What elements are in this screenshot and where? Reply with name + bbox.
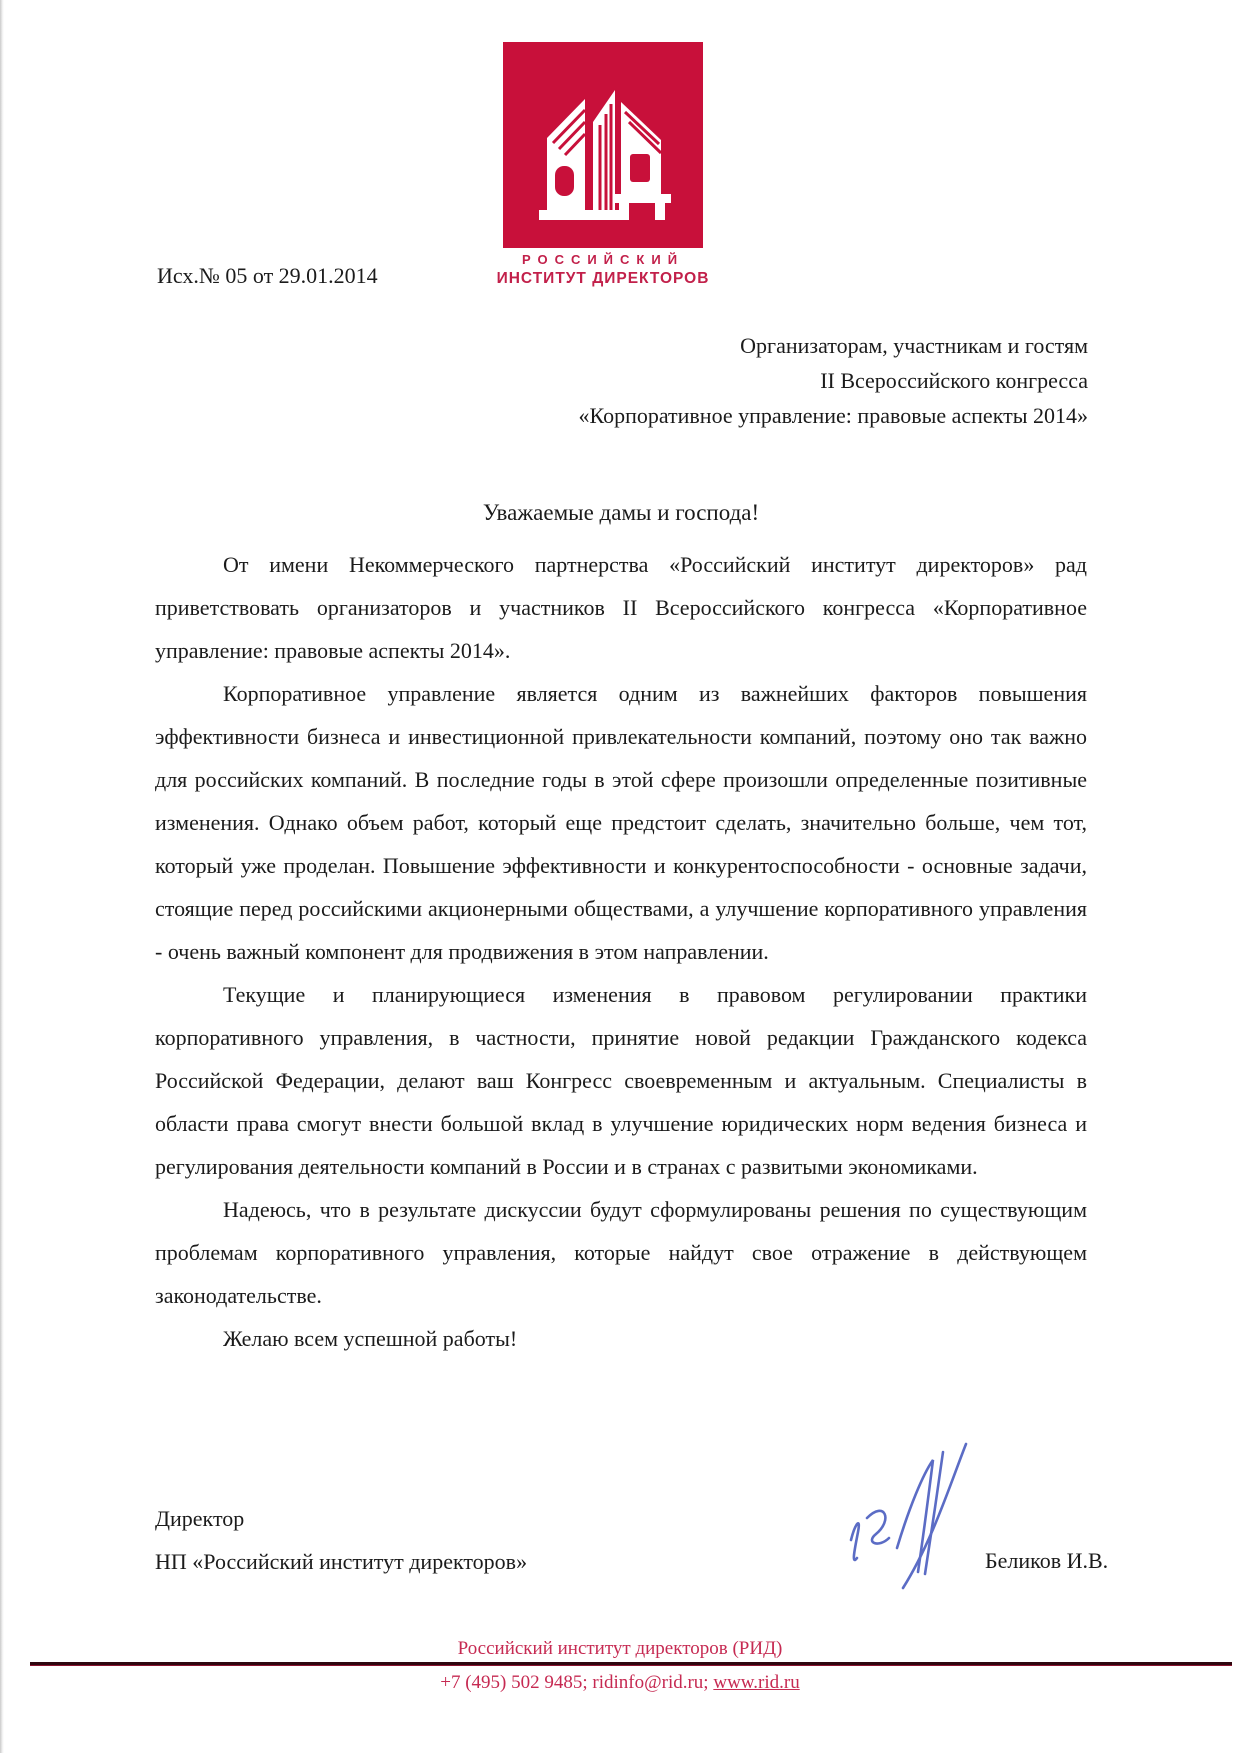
signer-title-line-1: Директор xyxy=(155,1506,245,1531)
footer-contacts-line xyxy=(0,1672,1240,1694)
scan-edge-artifact xyxy=(0,0,4,1753)
addressee-line-1: Организаторам, участникам и гостям xyxy=(740,333,1088,358)
rid-logo xyxy=(463,42,743,288)
footer-website-link[interactable]: www.rid.ru xyxy=(713,1672,800,1693)
footer-organization-line: Российский институт директоров (РИД) xyxy=(457,1638,783,1659)
paragraph-wishes: Желаю всем успешной работы! xyxy=(223,1326,518,1351)
signer-title-block xyxy=(155,1497,527,1583)
outgoing-reference-line: Исх.№ 05 от 29.01.2014 xyxy=(157,263,378,288)
paragraph-corporate-governance: Корпоративное управление является одним из важнейших факторов повышения эффективности бизнеса и инвестиционной привлекательности компаний, поэтому оно так важно для российских компаний. В последние годы в этой сфере произошли определенные позитивные изменения. Однако объем работ, который еще предстоит сделать, значительно больше, чем тот, который уже проделан. Повышение эффективности и конкурентоспособности - основные задачи, стоящие перед российскими акционерными обществами, а улучшение корпоративного управления - очень важный компонент для продвижения в этом направлении. xyxy=(155,681,1087,964)
footer-phone-and-email: +7 (495) 502 9485; ridinfo@rid.ru; xyxy=(440,1672,714,1693)
letter-body xyxy=(155,543,1087,1360)
addressee-block xyxy=(388,328,1088,433)
signer-title-line-2: НП «Российский институт директоров» xyxy=(155,1549,528,1574)
paragraph-greeting: От имени Некоммерческого партнерства «Российский институт директоров» рад приветствовать организаторов и участников II Всероссийского конгресса «Корпоративное управление: правовые аспекты 2014». xyxy=(155,552,1087,663)
addressee-line-2: II Всероссийского конгресса xyxy=(820,368,1088,393)
logo-text-rossiysky: РОССИЙСКИЙ xyxy=(521,252,685,267)
footer-divider xyxy=(30,1662,1232,1666)
salutation: Уважаемые дамы и господа! xyxy=(482,500,760,525)
paragraph-hope: Надеюсь, что в результате дискуссии будут сформулированы решения по существующим проблемам корпоративного управления, которые найдут свое отражение в действующем законодательстве. xyxy=(155,1197,1087,1308)
logo-text-institut-direktorov: ИНСТИТУТ ДИРЕКТОРОВ xyxy=(496,270,710,287)
signer-name: Беликов И.В. xyxy=(985,1548,1109,1573)
rid-buildings-logo-icon xyxy=(503,42,703,248)
addressee-line-3: «Корпоративное управление: правовые аспекты 2014» xyxy=(578,403,1088,428)
handwritten-signature-icon xyxy=(835,1440,975,1605)
paragraph-legal-changes: Текущие и планирующиеся изменения в правовом регулировании практики корпоративного управления, в частности, принятие новой редакции Гражданского кодекса Российской Федерации, делают ваш Конгресс своевременным и актуальным. Специалисты в области права смогут внести большой вклад в улучшение юридических норм ведения бизнеса и регулирования деятельности компаний в России и в странах с развитыми экономиками. xyxy=(155,982,1087,1179)
